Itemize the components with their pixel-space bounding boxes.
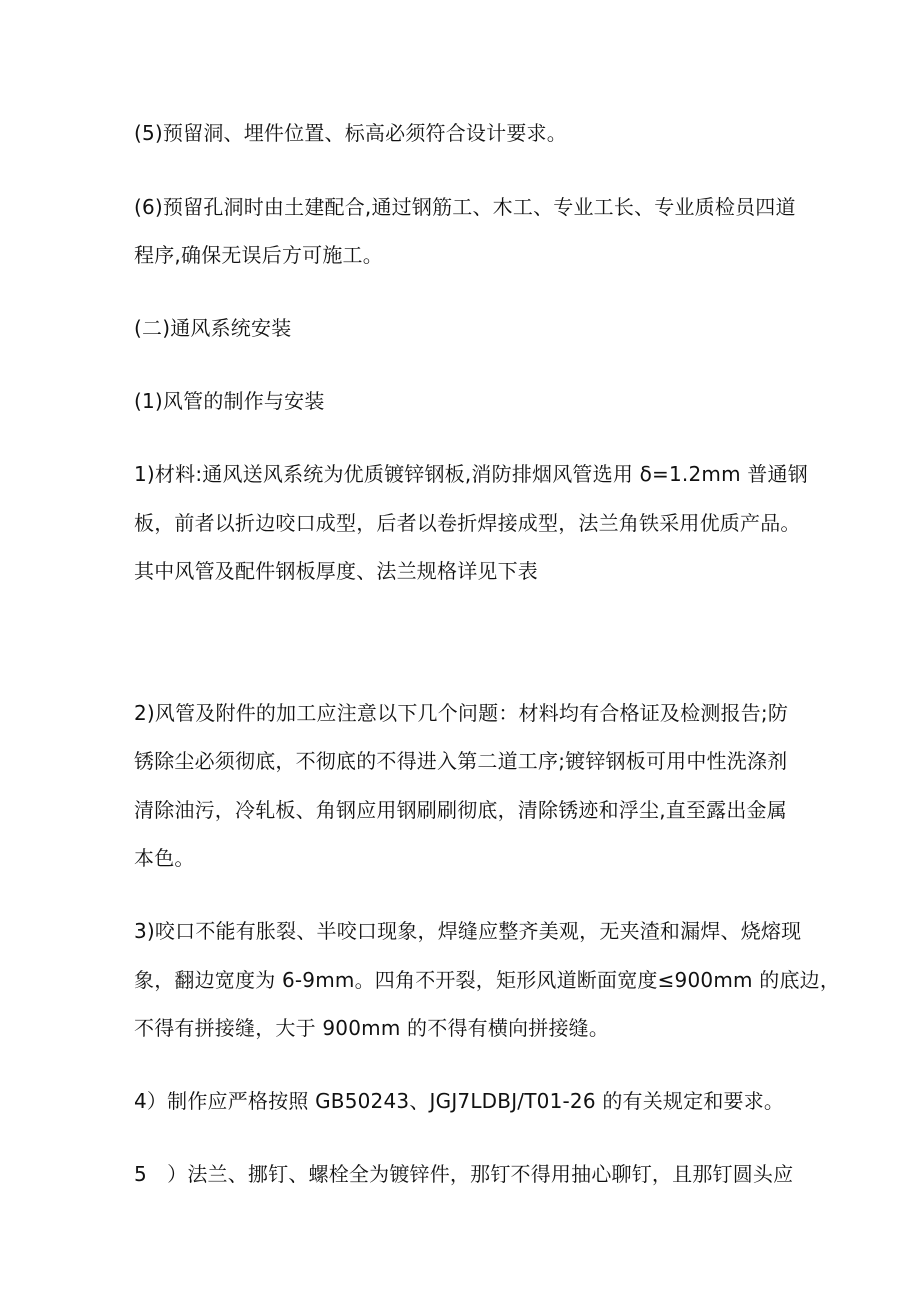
text-line-processing-a: 2)风管及附件的加工应注意以下几个问题：材料均有合格证及检测报告;防 [134, 701, 789, 725]
section-heading-ventilation: (二)通风系统安装 [134, 316, 292, 340]
text-line-processing-c: 清除油污，冷轧板、角钢应用钢刷刷彻底，清除锈迹和浮尘,直至露出金属 [134, 798, 787, 822]
subsection-heading-duct: (1)风管的制作与安装 [134, 389, 325, 413]
text-line-standards: 4）制作应严格按照 GB50243、JGJ7LDBJ/T01-26 的有关规定和要求。 [134, 1089, 785, 1113]
text-line-item-5: (5)预留洞、埋件位置、标高必须符合设计要求。 [134, 121, 567, 145]
text-line-material-b: 板，前者以折边咬口成型，后者以卷折焊接成型，法兰角铁采用优质产品。 [134, 511, 801, 535]
text-line-material-c: 其中风管及配件钢板厚度、法兰规格详见下表 [134, 559, 538, 583]
text-line-flange: 5 ）法兰、挪钉、螺栓全为镀锌件，那钉不得用抽心聊钉，且那钉圆头应 [134, 1162, 794, 1186]
text-line-material-a: 1)材料:通风送风系统为优质镀锌钢板,消防排烟风管选用 δ=1.2mm 普通钢 [134, 462, 808, 486]
text-line-processing-b: 锈除尘必须彻底，不彻底的不得进入第二道工序;镀锌钢板可用中性洗涤剂 [134, 749, 788, 773]
text-line-item-6-b: 程序,确保无误后方可施工。 [134, 243, 383, 267]
text-line-seam-c: 不得有拼接缝，大于 900mm 的不得有横向拼接缝。 [134, 1016, 610, 1040]
text-line-processing-d: 本色。 [134, 846, 195, 870]
text-line-seam-a: 3)咬口不能有胀裂、半咬口现象，焊缝应整齐美观，无夹渣和漏焊、烧熔现 [134, 919, 802, 943]
text-line-seam-b: 象，翻边宽度为 6-9mm。四角不开裂，矩形风道断面宽度≤900mm 的底边， [134, 968, 841, 992]
text-line-item-6-a: (6)预留孔洞时由土建配合,通过钢筋工、木工、专业工长、专业质检员四道 [134, 195, 796, 219]
